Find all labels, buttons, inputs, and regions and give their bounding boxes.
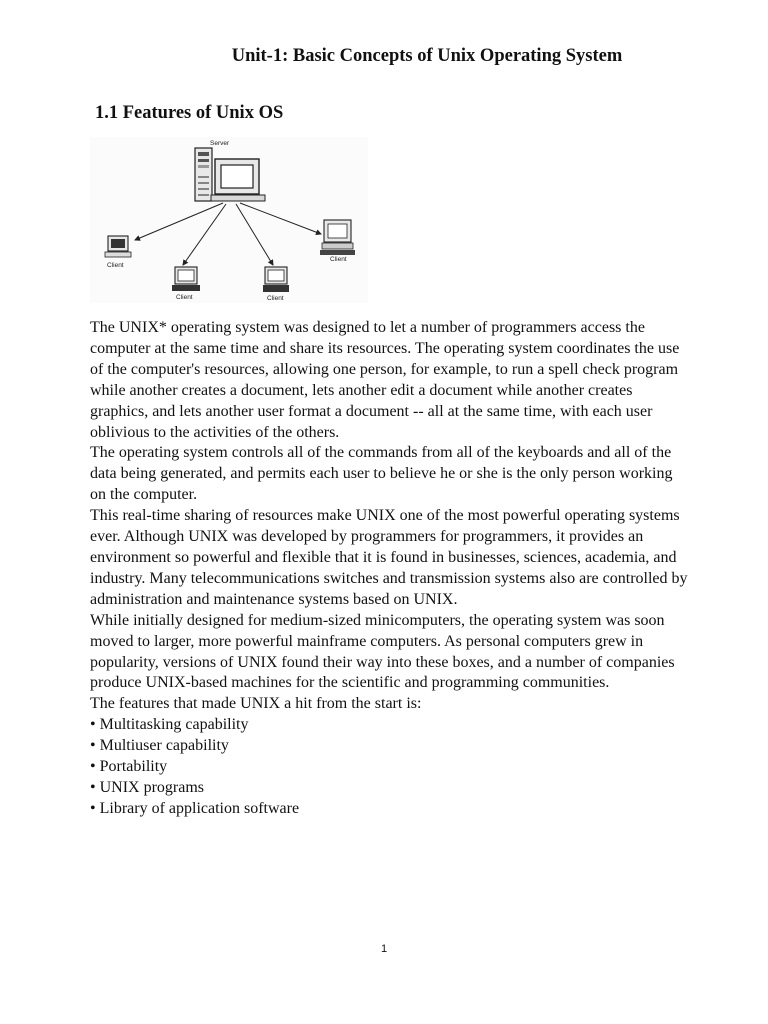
feature-list	[90, 715, 690, 820]
list-item: • Portability	[90, 758, 168, 776]
paragraph: The UNIX* operating system was designed to let a number of programmers access the computer at the same time and share its resources. The operating system coordinates the use of the computer's resources, allowing one person, for example, to run a spell check program while another creates a document, lets another edit a document while another creates graphics, and lets another user format a document -- all at the same time, with each user oblivious to the activities of the others.	[90, 319, 680, 441]
client-label-bottom-left: Client	[176, 294, 193, 301]
paragraph: While initially designed for medium-sized minicomputers, the operating system was soon moved to larger, more powerful mainframe computers. As personal computers grew in popularity, versions of UNIX found their way into these boxes, and a number of companies produce UNIX-based machines for the scientific and programming communities.	[90, 611, 675, 692]
paragraph: This real-time sharing of resources make UNIX one of the most powerful operating systems ever. Although UNIX was developed by programmers for programmers, it provides an environment so powerful and flexible that it is found in businesses, sciences, academia, and industry. Many telecommunications switches and transmission systems also are controlled by administration and maintenance systems based on UNIX.	[90, 507, 688, 608]
page-number: 1	[380, 943, 388, 955]
server-label: Server	[210, 140, 230, 147]
client-bottom-left-computer-icon	[172, 267, 200, 291]
client-server-diagram	[90, 137, 368, 303]
page-title: Unit-1: Basic Concepts of Unix Operating System	[231, 46, 623, 66]
client-right-computer-icon	[320, 220, 355, 255]
body-text	[90, 318, 690, 820]
paragraph: The operating system controls all of the commands from all of the keyboards and all of the data being generated, and permits each user to believe he or she is the only person working on the computer.	[90, 444, 673, 504]
list-item: • Library of application software	[90, 799, 300, 817]
client-left-computer-icon	[105, 236, 131, 257]
client-label-right: Client	[330, 256, 347, 263]
client-label-bottom-right: Client	[267, 295, 284, 302]
list-item: • Multitasking capability	[90, 716, 249, 734]
client-bottom-right-computer-icon	[263, 267, 289, 292]
server-tower-icon	[195, 148, 212, 201]
list-item: • UNIX programs	[90, 778, 205, 796]
section-heading: 1.1 Features of Unix OS	[95, 103, 284, 123]
paragraph: The features that made UNIX a hit from the start is:	[90, 695, 422, 713]
server-monitor-icon	[211, 159, 265, 201]
list-item: • Multiuser capability	[90, 737, 229, 755]
client-label-left: Client	[107, 262, 124, 269]
